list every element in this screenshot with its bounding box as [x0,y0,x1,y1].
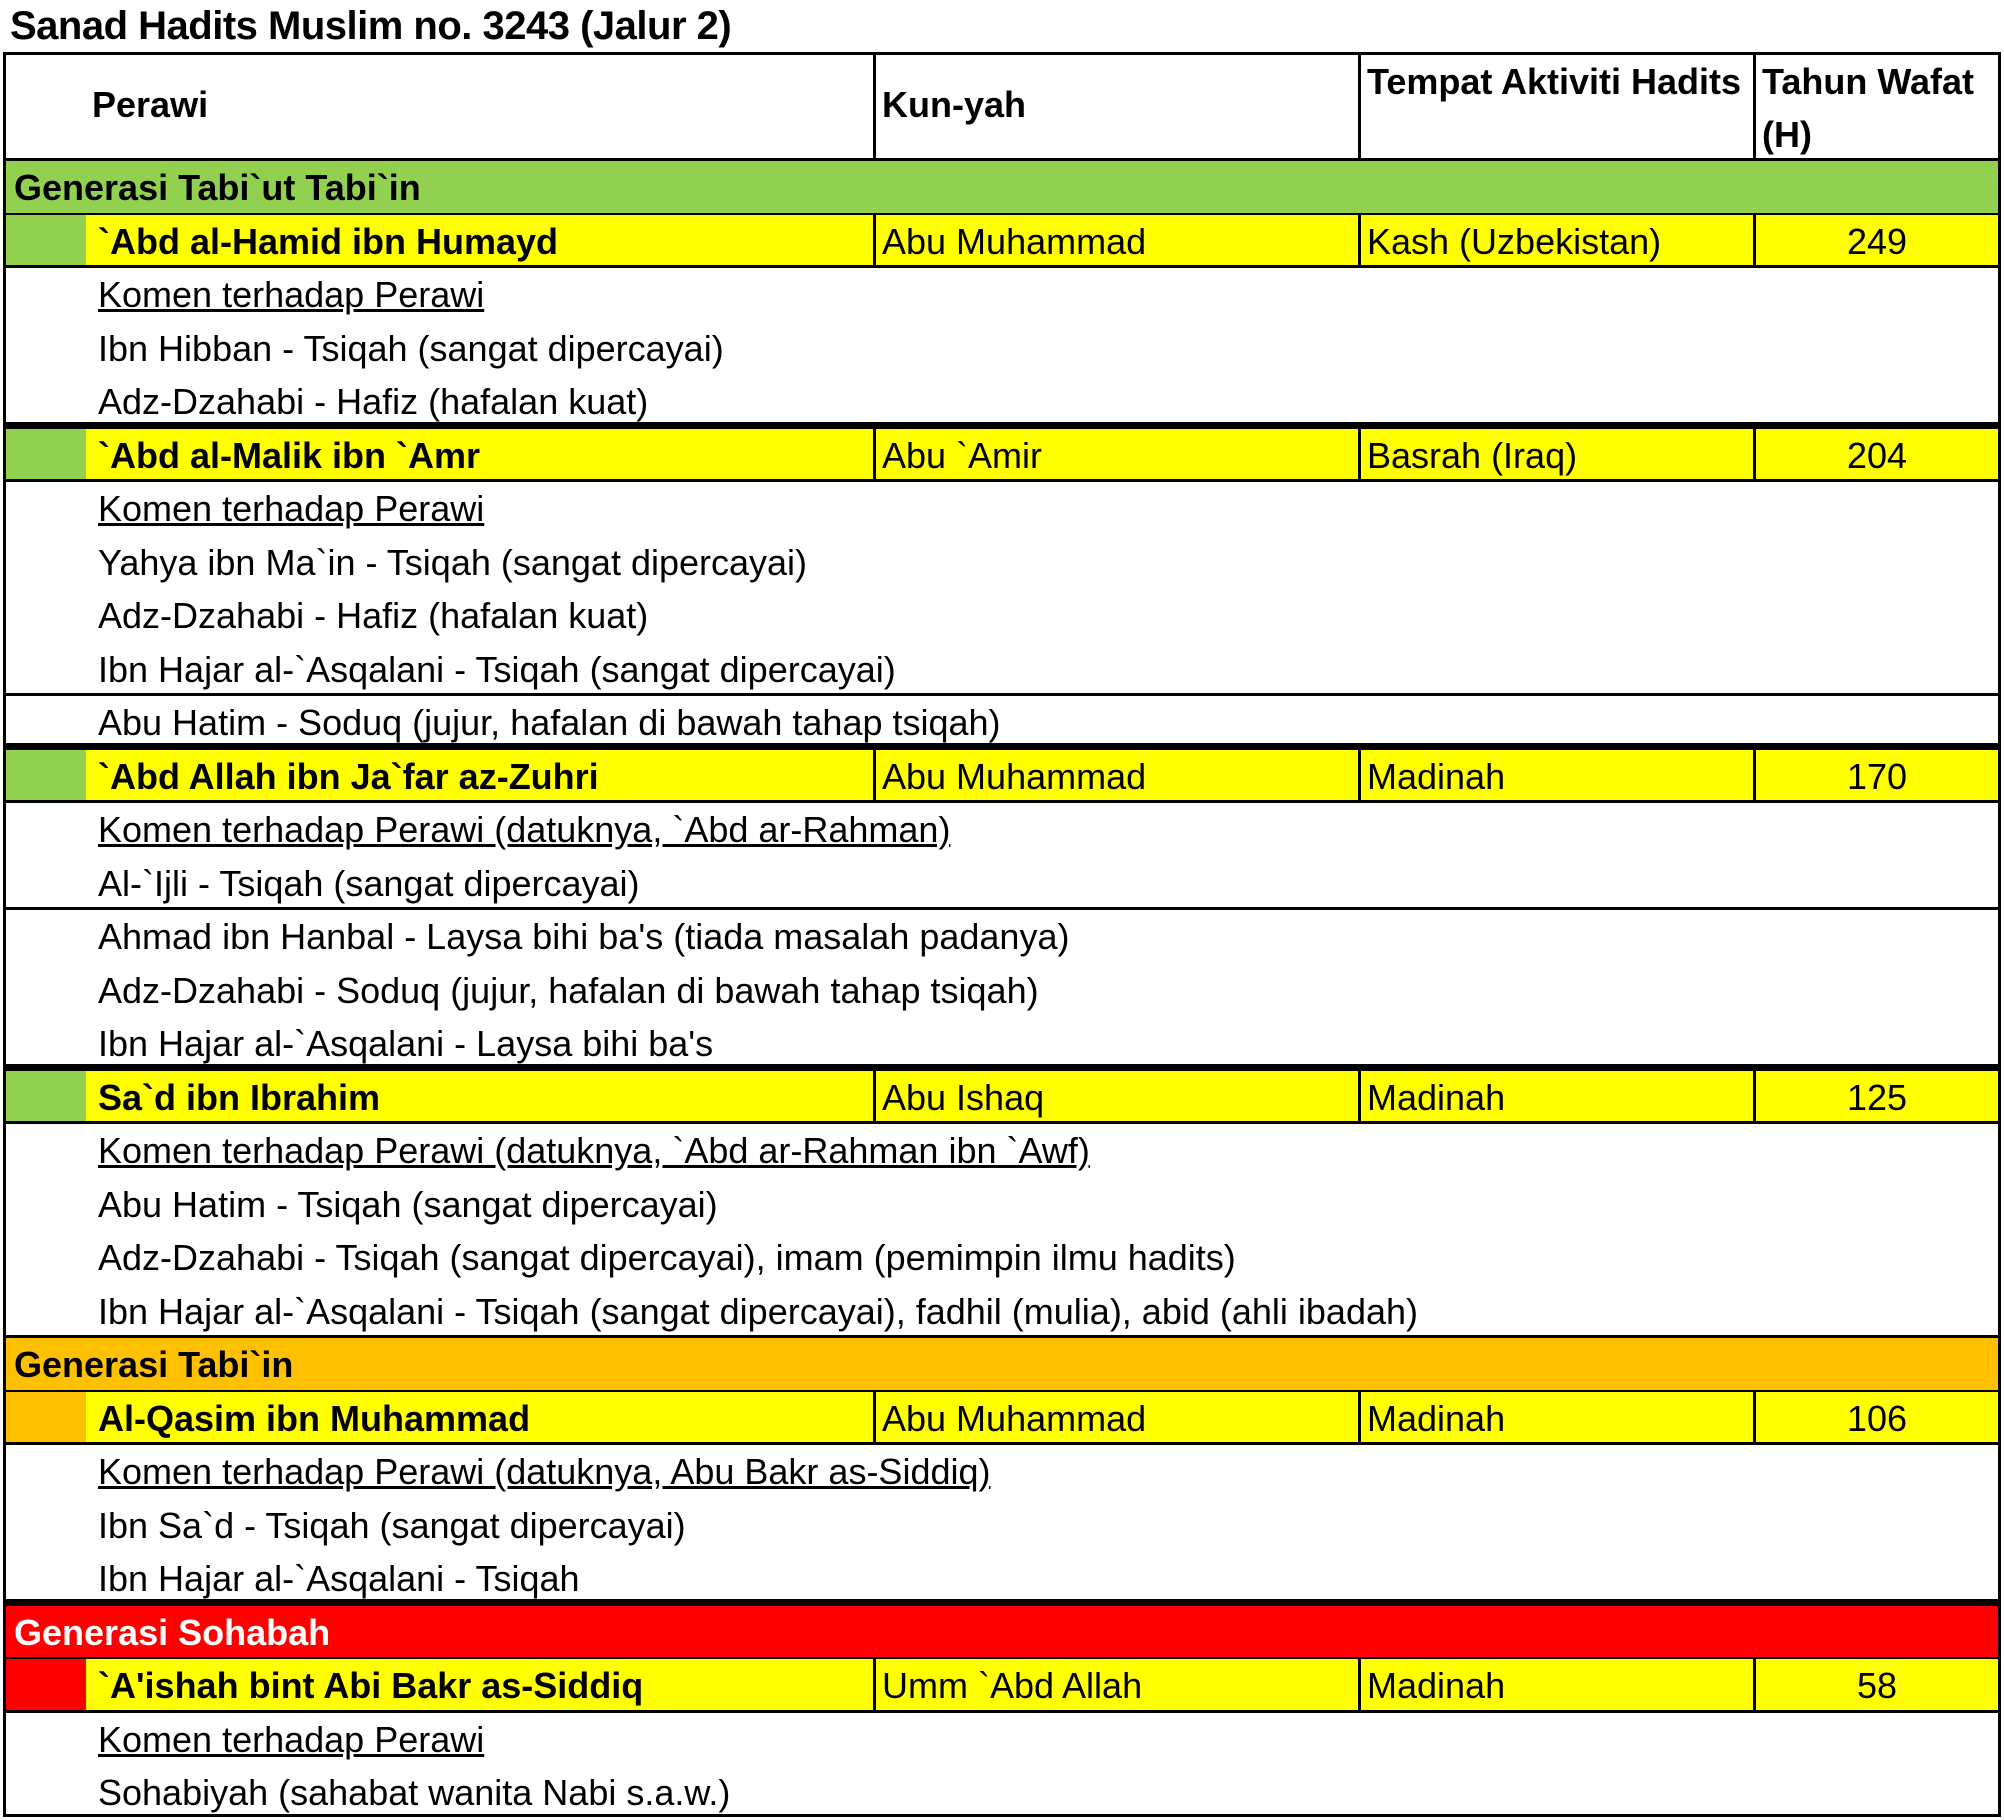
generation-marker [6,750,86,804]
narrator-tahun: 170 [1756,750,1998,804]
narrator-tahun: 125 [1756,1071,1998,1125]
header-tempat: Tempat Aktiviti Hadits [1361,55,1756,161]
comment-line: Ibn Hajar al-`Asqalani - Tsiqah (sangat dipercayai) [86,643,1998,697]
comment-heading: Komen terhadap Perawi [98,1718,485,1760]
narrator-tahun: 249 [1756,215,1998,269]
comment-line: Abu Hatim - Tsiqah (sangat dipercayai) [98,1183,718,1225]
narrator-name: Sa`d ibn Ibrahim [86,1071,876,1125]
generation-band-sohabah: Generasi Sohabah [6,1606,1998,1660]
narrator-tempat: Madinah [1361,1071,1756,1125]
comment-line: Adz-Dzahabi - Soduq (jujur, hafalan di bawah tahap tsiqah) [98,969,1039,1011]
comment-line: Sohabiyah (sahabat wanita Nabi s.a.w.) [98,1772,731,1813]
sanad-table [3,52,2001,1817]
comment-heading: Komen terhadap Perawi [98,488,485,529]
narrator-tempat: Madinah [1361,750,1756,804]
narrator-tahun: 58 [1756,1659,1998,1713]
generation-marker [6,215,86,269]
comment-line: Ibn Sa`d - Tsiqah (sangat dipercayai) [98,1504,686,1546]
generation-marker [6,429,86,483]
comment-line: Adz-Dzahabi - Hafiz (hafalan kuat) [86,375,1998,429]
comment-heading: Komen terhadap Perawi (datuknya, Abu Bakr as-Siddiq) [98,1451,991,1492]
comment-heading: Komen terhadap Perawi (datuknya, `Abd ar-Rahman ibn `Awf) [98,1130,1090,1171]
comment-line: Ahmad ibn Hanbal - Laysa bihi ba's (tiada masalah padanya) [98,916,1070,957]
narrator-tempat: Madinah [1361,1392,1756,1446]
generation-band-tabiut-tabiin: Generasi Tabi`ut Tabi`in [6,161,1998,215]
narrator-name: `Abd Allah ibn Ja`far az-Zuhri [86,750,876,804]
comment-line: Adz-Dzahabi - Hafiz (hafalan kuat) [98,595,649,636]
comment-heading: Komen terhadap Perawi [98,274,485,315]
narrator-kunyah: Abu Muhammad [876,215,1361,269]
narrator-kunyah: Abu `Amir [876,429,1361,483]
narrator-name: `Abd al-Hamid ibn Humayd [86,215,876,269]
generation-marker [6,1659,86,1713]
narrator-name: `Abd al-Malik ibn `Amr [86,429,876,483]
narrator-kunyah: Abu Muhammad [876,750,1361,804]
comment-line: Ibn Hibban - Tsiqah (sangat dipercayai) [98,327,724,369]
narrator-tahun: 106 [1756,1392,1998,1446]
comment-heading: Komen terhadap Perawi (datuknya, `Abd ar-Rahman) [98,809,951,850]
comment-line: Ibn Hajar al-`Asqalani - Tsiqah (sangat dipercayai), fadhil (mulia), abid (ahli ibadah) [86,1285,1998,1339]
narrator-tempat: Basrah (Iraq) [1361,429,1756,483]
header-kunyah: Kun-yah [876,55,1361,161]
narrator-tahun: 204 [1756,429,1998,483]
header-perawi: Perawi [86,55,876,161]
comment-line: Abu Hatim - Soduq (jujur, hafalan di bawah tahap tsiqah) [86,696,1998,750]
generation-band-tabiin: Generasi Tabi`in [6,1338,1998,1392]
generation-marker [6,1392,86,1446]
header-tahun: Tahun Wafat (H) [1756,55,1998,161]
comment-line: Ibn Hajar al-`Asqalani - Tsiqah [86,1552,1998,1606]
narrator-tempat: Kash (Uzbekistan) [1361,215,1756,269]
narrator-name: Al-Qasim ibn Muhammad [86,1392,876,1446]
comment-line: Al-`Ijli - Tsiqah (sangat dipercayai) [86,857,1998,911]
narrator-tempat: Madinah [1361,1659,1756,1713]
generation-marker [6,1071,86,1125]
comment-line: Adz-Dzahabi - Tsiqah (sangat dipercayai), imam (pemimpin ilmu hadits) [98,1237,1236,1278]
comment-line: Ibn Hajar al-`Asqalani - Laysa bihi ba's [86,1017,1998,1071]
sheet-title: Sanad Hadits Muslim no. 3243 (Jalur 2) [10,4,732,48]
narrator-kunyah: Abu Ishaq [876,1071,1361,1125]
comment-line: Yahya ibn Ma`in - Tsiqah (sangat dipercayai) [98,541,808,583]
narrator-name: `A'ishah bint Abi Bakr as-Siddiq [86,1659,876,1713]
narrator-kunyah: Abu Muhammad [876,1392,1361,1446]
header-marker-cell [6,55,86,161]
narrator-kunyah: Umm `Abd Allah [876,1659,1361,1713]
